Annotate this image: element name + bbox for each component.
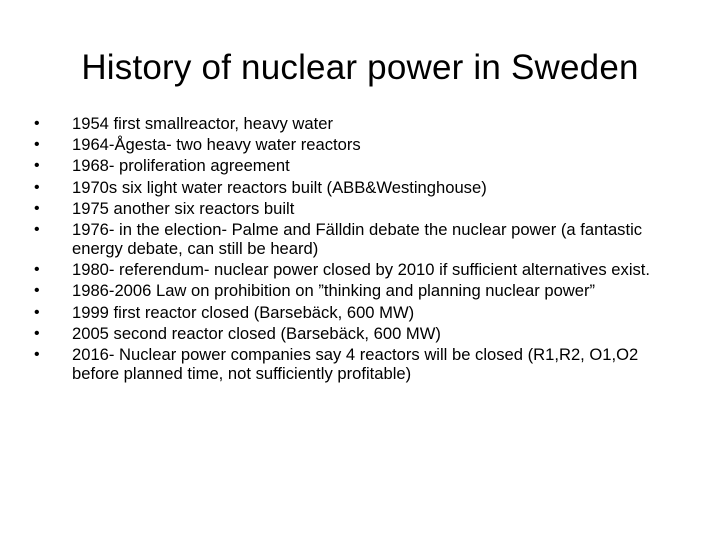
bullet-icon: • bbox=[34, 324, 40, 342]
list-item-text: 1986-2006 Law on prohibition on ”thinking and planning nuclear power” bbox=[72, 281, 596, 301]
bullet-icon: • bbox=[34, 220, 40, 238]
list-item bbox=[34, 114, 674, 133]
list-item bbox=[34, 220, 674, 258]
list-item bbox=[34, 324, 674, 343]
list-item-text: 1970s six light water reactors built (ABB&Westinghouse) bbox=[72, 177, 487, 197]
list-item bbox=[34, 135, 674, 154]
bullet-icon: • bbox=[34, 199, 40, 217]
list-item-text: 1999 first reactor closed (Barsebäck, 600 MW) bbox=[72, 302, 415, 322]
list-item bbox=[34, 199, 674, 218]
bullet-icon: • bbox=[34, 115, 40, 132]
list-item-text: 1964-Ågesta- two heavy water reactors bbox=[72, 135, 361, 155]
list-item bbox=[34, 345, 674, 383]
bullet-icon: • bbox=[34, 303, 40, 321]
list-item bbox=[34, 303, 674, 322]
bullet-icon: • bbox=[34, 345, 40, 363]
bullet-icon: • bbox=[34, 157, 40, 175]
list-item-text: 2016- Nuclear power companies say 4 reactors will be closed (R1,R2, O1,O2 before planned time, not sufficiently profitable) bbox=[72, 344, 639, 383]
bullet-icon: • bbox=[34, 282, 40, 300]
list-item-text: 1975 another six reactors built bbox=[72, 198, 295, 218]
list-item bbox=[34, 156, 674, 175]
list-item-text: 1968- proliferation agreement bbox=[72, 156, 290, 176]
bullet-icon: • bbox=[34, 261, 40, 279]
list-item-text: 2005 second reactor closed (Barsebäck, 600 MW) bbox=[72, 323, 441, 343]
slide-title: History of nuclear power in Sweden bbox=[81, 48, 639, 87]
bullet-icon: • bbox=[34, 178, 40, 196]
list-item-text: 1976- in the election- Palme and Fälldin debate the nuclear power (a fantastic energy debate, can still be heard) bbox=[72, 219, 643, 258]
bullet-icon: • bbox=[34, 136, 40, 154]
list-item bbox=[34, 178, 674, 197]
list-item bbox=[34, 281, 674, 300]
list-item-text: 1980- referendum- nuclear power closed by 2010 if sufficient alternatives exist. bbox=[72, 260, 651, 280]
list-item bbox=[34, 260, 674, 279]
bullet-list bbox=[34, 114, 674, 385]
list-item-text: 1954 first smallreactor, heavy water bbox=[72, 114, 334, 133]
